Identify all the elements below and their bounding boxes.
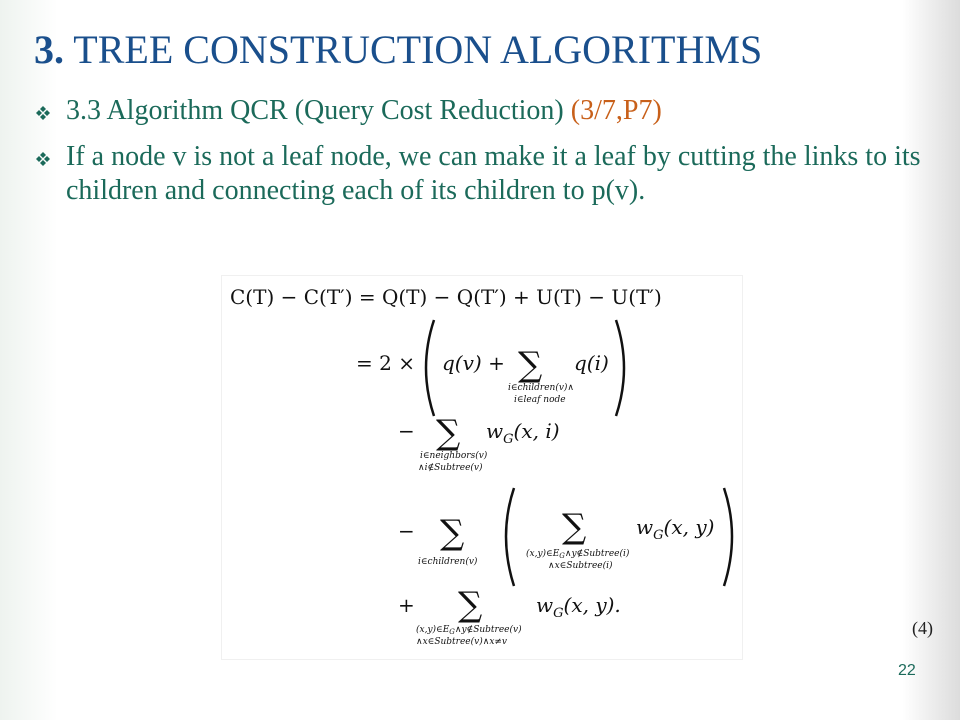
sum1-sub-b: i∈leaf node bbox=[514, 395, 566, 405]
formula-svg bbox=[222, 276, 742, 659]
minus-sign-2: − bbox=[398, 519, 415, 543]
formula-image bbox=[222, 276, 742, 659]
sum-sign-5: ∑ bbox=[458, 585, 483, 625]
q-i-term: q(i) bbox=[574, 351, 609, 375]
sum3-sub: i∈children(v) bbox=[418, 557, 478, 567]
sum5-sub-a: $(x,y)\in E_G\wedge y\notin Subtree(v)$ bbox=[416, 625, 522, 636]
bullet-text bbox=[66, 94, 926, 128]
formula-eq-times: = 2 × bbox=[356, 351, 415, 375]
bullet-item bbox=[36, 94, 926, 128]
left-paren-1 bbox=[426, 320, 434, 416]
sum-sign-4: ∑ bbox=[562, 507, 587, 547]
w-g-xi-term: $w_G(x$, i) bbox=[486, 419, 560, 447]
q-v-term: q(v) + bbox=[442, 351, 505, 375]
bullet-text: If a node v is not a leaf node, we can make it a leaf by cutting the links to its children and connecting each of its children to p(v). bbox=[66, 141, 921, 206]
sum2-sub-b: ∧i∉Subtree(v) bbox=[418, 463, 483, 473]
page-number: 22 bbox=[898, 662, 916, 679]
title-text: TREE CONSTRUCTION ALGORITHMS bbox=[64, 27, 763, 72]
bullet-list bbox=[36, 94, 926, 208]
sum-sign-3: ∑ bbox=[440, 513, 465, 553]
bullet-accent-text: (3/7,P7) bbox=[570, 95, 662, 126]
sum-sign-2: ∑ bbox=[436, 413, 461, 453]
sum1-sub-a: i∈children(v)∧ bbox=[508, 383, 575, 393]
w-g-xy-final-term: $w_G(x$, y). bbox=[536, 593, 621, 621]
slide-title bbox=[34, 26, 762, 73]
sum2-sub-a: i∈neighbors(v) bbox=[420, 451, 488, 461]
w-g-xy-term: $w_G(x$, y) bbox=[636, 515, 715, 543]
right-paren-2 bbox=[724, 488, 732, 586]
equation-number: (4) bbox=[912, 618, 933, 638]
diamond-bullet-icon bbox=[36, 140, 66, 166]
sum-sign-1: ∑ bbox=[518, 345, 543, 385]
left-paren-2 bbox=[506, 488, 514, 586]
right-paren-1 bbox=[616, 320, 624, 416]
bullet-main-text: 3.3 Algorithm QCR (Query Cost Reduction) bbox=[66, 95, 571, 126]
formula-line-1: C(T) − C(T′) = Q(T) − Q(T′) + U(T) − U(T′) bbox=[230, 285, 662, 309]
minus-sign-1: − bbox=[398, 419, 415, 443]
sum4-sub-a: $(x,y)\in E_G\wedge y\notin Subtree(i)$ bbox=[526, 549, 630, 560]
sum5-sub-b: ∧x∈Subtree(v)∧x≠v bbox=[416, 637, 508, 647]
plus-sign: + bbox=[398, 593, 415, 617]
diamond-bullet-icon bbox=[36, 94, 66, 120]
bullet-item bbox=[36, 140, 926, 208]
title-number: 3. bbox=[34, 27, 64, 72]
sum4-sub-b: ∧x∈Subtree(i) bbox=[548, 561, 613, 571]
